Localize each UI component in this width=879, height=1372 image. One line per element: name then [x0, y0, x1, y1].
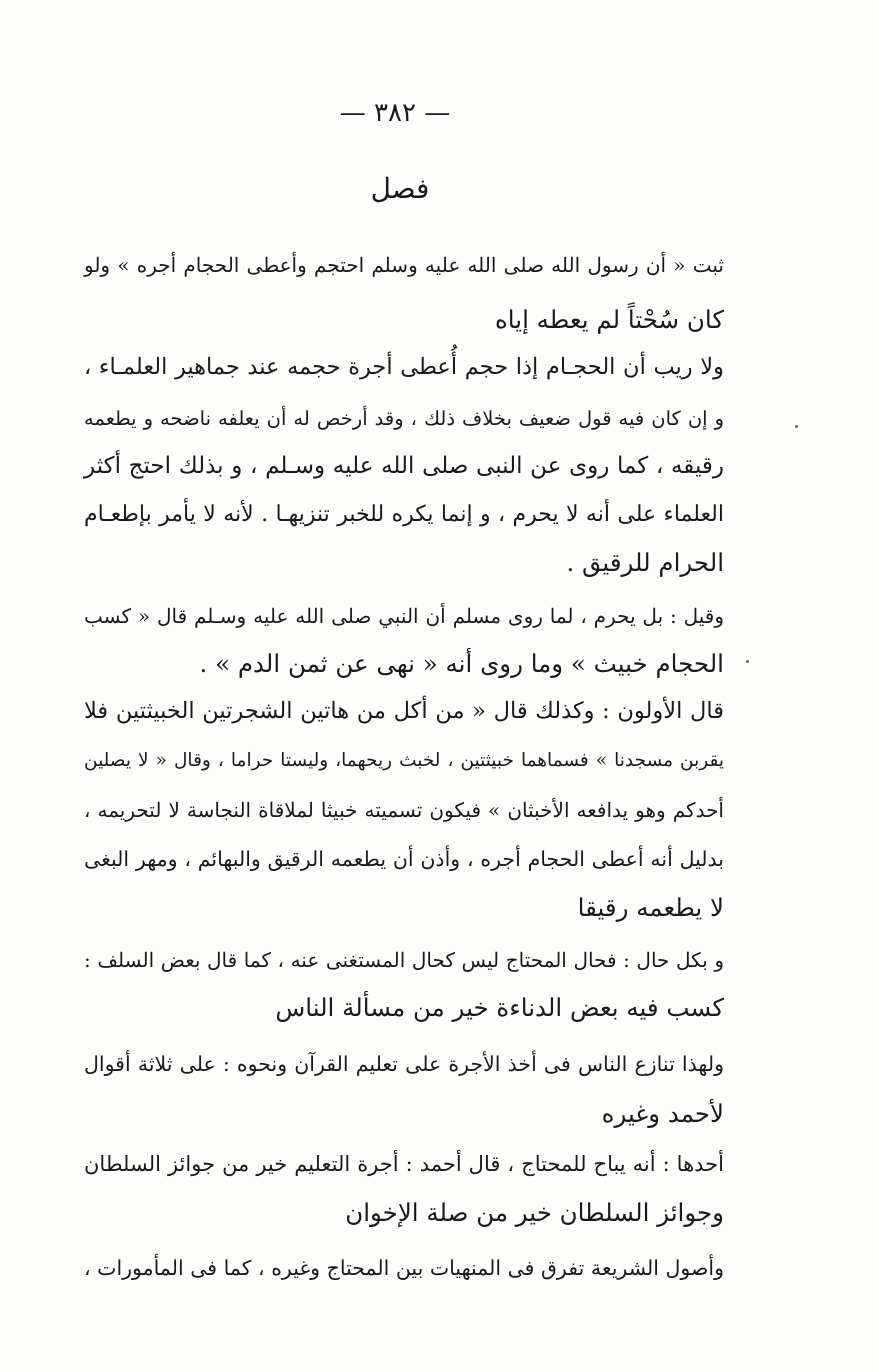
text-line-19: أحدها : أنه يباح للمحتاج ، قال أحمد : أجرة التعليم خير من جوائز السلطان: [84, 1152, 724, 1176]
text-line-12: أحدكم وهو يدافعه الأخبثان » فيكون تسميته خبيثا لملاقاة النجاسة لا لتحريمه ،: [84, 798, 724, 822]
text-line-11: يقربن مسجدنا » فسماهما خبيثتين ، لخبث ريحهما، وليستا حراما ، وقال « لا يصلين: [84, 750, 724, 771]
text-line-2: كان سُحْتاً لم يعطه إياه: [494, 305, 724, 334]
text-line-18: لأحمد وغيره: [601, 1099, 724, 1128]
text-line-7: الحرام للرقيق .: [566, 548, 724, 577]
margin-speck: [795, 425, 798, 428]
text-line-20: وجوائز السلطان خير من صلة الإخوان: [345, 1198, 724, 1227]
text-line-10: قال الأولون : وكذلك قال « من أكل من هاتين الشجرتين الخبيثتين فلا: [84, 698, 724, 724]
text-line-4: و إن كان فيه قول ضعيف بخلاف ذلك ، وقد أرخص له أن يعلفه ناضحه و يطعمه: [84, 407, 724, 430]
text-line-3: ولا ريب أن الحجـام إذا حجم أُعطى أجرة حجمه عند جماهير العلمـاء ،: [84, 354, 724, 380]
text-line-17: ولهذا تنازع الناس فى أخذ الأجرة على تعليم القرآن ونحوه : على ثلاثة أقوال: [84, 1052, 724, 1076]
text-line-15: و بكل حال : فحال المحتاج ليس كحال المستغنى عنه ، كما قال بعض السلف :: [84, 948, 724, 972]
margin-speck: [746, 660, 749, 663]
text-line-14: لا يطعمه رقيقا: [577, 893, 724, 922]
text-line-9: الحجام خبيث » وما روى أنه « نهى عن ثمن الدم » .: [199, 649, 724, 678]
text-line-16: كسب فيه بعض الدناءة خير من مسألة الناس: [275, 993, 724, 1022]
text-line-6: العلماء على أنه لا يحرم ، و إنما يكره للخبر تنزيهـا . لأنه لا يأمر بإطعـام: [84, 502, 724, 527]
text-line-13: بدليل أنه أعطى الحجام أجره ، وأذن أن يطعمه الرقيق والبهائم ، ومهر البغى: [84, 847, 724, 871]
text-line-21: وأصول الشريعة تفرق فى المنهيات بين المحتاج وغيره ، كما فى المأمورات ،: [84, 1256, 724, 1280]
text-line-8: وقيل : بل يحرم ، لما روى مسلم أن النبي صلى الله عليه وسـلم قال « كسب: [84, 604, 724, 628]
text-line-1: ثبت « أن رسول الله صلى الله عليه وسلم احتجم وأعطى الحجام أجره » ولو: [84, 253, 724, 277]
section-title: فصل: [370, 172, 430, 205]
text-line-5: رقيقه ، كما روى عن النبى صلى الله عليه وسـلم ، و بذلك احتج أكثر: [84, 453, 724, 479]
page-number: — ٣٨٢ —: [339, 98, 451, 128]
